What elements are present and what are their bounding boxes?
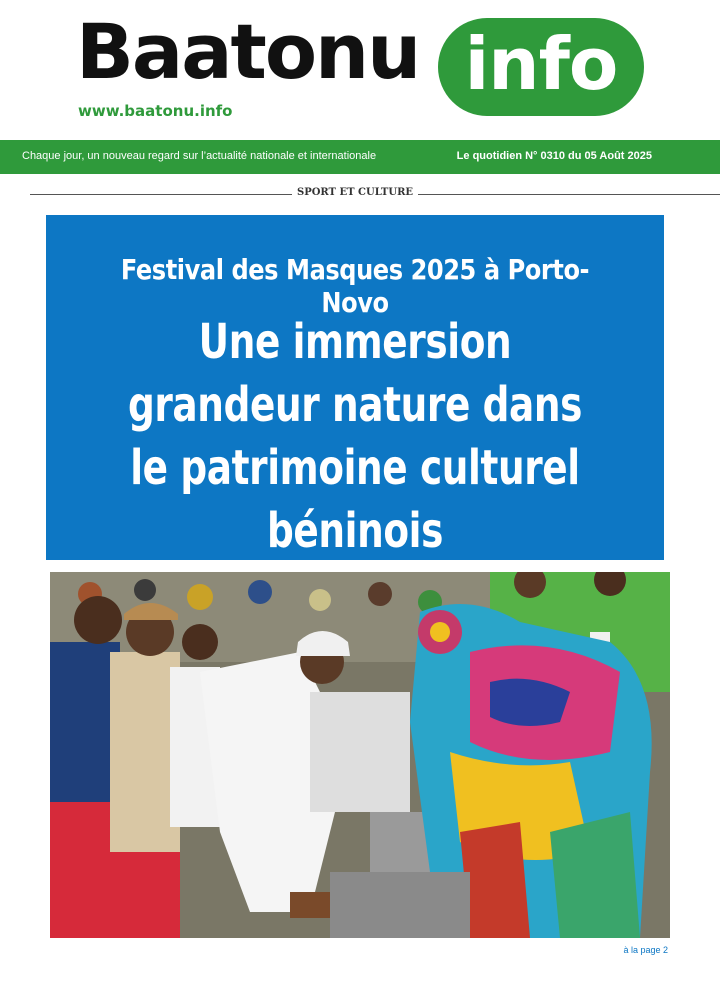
site-url[interactable]: www.baatonu.info xyxy=(78,102,233,120)
masthead xyxy=(0,0,720,138)
page-reference[interactable]: à la page 2 xyxy=(623,945,668,955)
section-rule-right xyxy=(418,194,720,195)
tagline-band xyxy=(0,140,720,174)
logo-pill xyxy=(438,18,644,116)
headline-title: Une immersion grandeur nature dans le patrimoine culturel béninois xyxy=(127,314,583,559)
section-rule-left xyxy=(30,194,292,195)
tagline: Chaque jour, un nouveau regard sur l’actualité nationale et internationale xyxy=(22,150,377,162)
issue-info: Le quotidien N° 0310 du 05 Août 2025 xyxy=(456,150,652,162)
headline-kicker: Festival des Masques 2025 à Porto-Novo xyxy=(120,253,590,319)
headline-box xyxy=(46,215,664,560)
logo-pill-text: info xyxy=(464,22,618,106)
section-header xyxy=(0,184,720,204)
section-label: SPORT ET CULTURE xyxy=(296,187,414,198)
logo-wordmark: Baatonu xyxy=(76,7,420,96)
festival-photo-illustration xyxy=(50,572,670,938)
festival-photo xyxy=(50,572,670,938)
